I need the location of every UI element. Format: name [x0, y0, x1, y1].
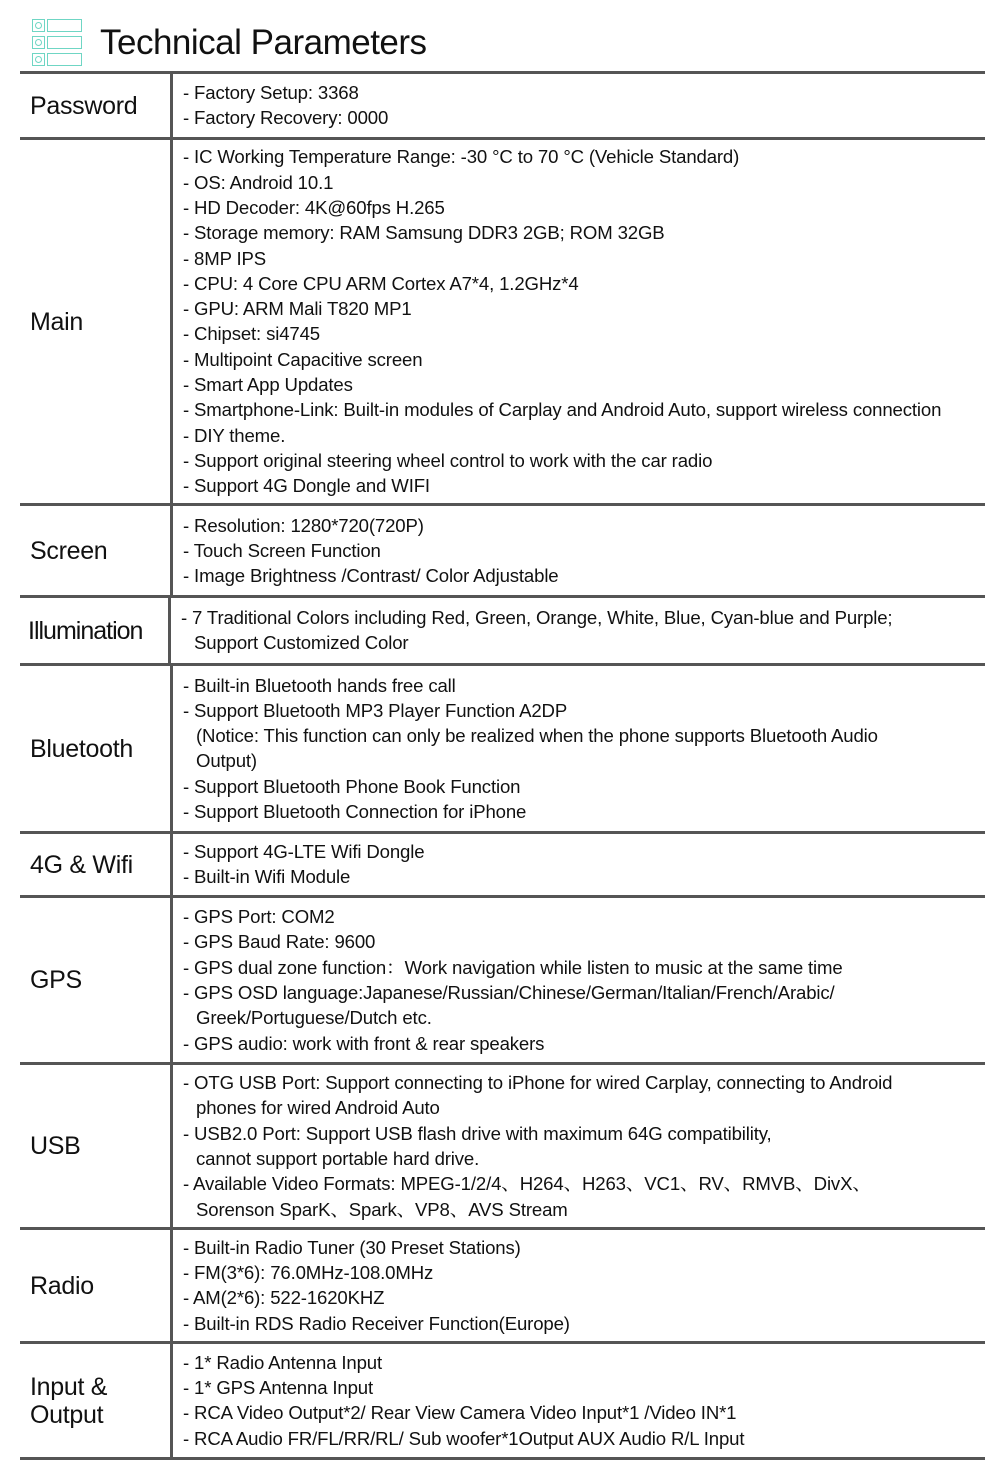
row-label: Input & Output	[20, 1344, 173, 1457]
spec-line: - FM(3*6): 76.0MHz-108.0MHz	[183, 1262, 434, 1284]
spec-line: - RCA Video Output*2/ Rear View Camera Video Input*1 /Video IN*1	[183, 1402, 737, 1424]
spec-line: - USB2.0 Port: Support USB flash drive with maximum 64G compatibility,	[183, 1122, 772, 1144]
table-row	[20, 74, 985, 140]
spec-line: - GPS audio: work with front & rear speakers	[183, 1032, 545, 1054]
row-values	[171, 598, 985, 663]
spec-line: - Resolution: 1280*720(720P)	[183, 514, 424, 536]
row-label: GPS	[20, 898, 173, 1062]
spec-line: - 7 Traditional Colors including Red, Green, Orange, White, Blue, Cyan-blue and Purple;	[181, 607, 893, 629]
spec-line: - Smart App Updates	[183, 374, 353, 396]
row-values	[173, 1344, 985, 1457]
spec-line: Output)	[196, 750, 257, 772]
spec-line: - Multipoint Capacitive screen	[183, 348, 423, 370]
row-label: Main	[20, 140, 173, 503]
spec-line: - Storage memory: RAM Samsung DDR3 2GB; ROM 32GB	[183, 222, 665, 244]
spec-line: - GPS Port: COM2	[183, 906, 335, 928]
row-values	[173, 140, 985, 503]
row-values	[173, 834, 985, 895]
spec-line: - 1* Radio Antenna Input	[183, 1351, 383, 1373]
row-label: 4G & Wifi	[20, 834, 173, 895]
page-header	[32, 18, 427, 68]
spec-line: - Support Bluetooth Connection for iPhone	[183, 801, 527, 823]
row-label: Illumination	[20, 598, 171, 663]
spec-line: phones for wired Android Auto	[196, 1097, 440, 1119]
spec-line: cannot support portable hard drive.	[196, 1147, 480, 1169]
row-label: Bluetooth	[20, 666, 173, 831]
spec-line: - Smartphone-Link: Built-in modules of Carplay and Android Auto, support wireless connection	[183, 399, 942, 421]
spec-line: - GPU: ARM Mali T820 MP1	[183, 298, 412, 320]
table-row	[20, 834, 985, 898]
spec-line: - Chipset: si4745	[183, 323, 320, 345]
spec-line: - Built-in Bluetooth hands free call	[183, 674, 456, 696]
parameters-table	[20, 71, 985, 1460]
spec-line: Greek/Portuguese/Dutch etc.	[196, 1007, 432, 1029]
spec-line: - Factory Setup: 3368	[183, 82, 359, 104]
table-row	[20, 898, 985, 1065]
spec-line: - Image Brightness /Contrast/ Color Adjustable	[183, 565, 559, 587]
table-row	[20, 598, 985, 666]
row-values	[173, 1065, 985, 1227]
row-values	[173, 666, 985, 831]
spec-line: - Support original steering wheel control to work with the car radio	[183, 449, 713, 471]
row-label: Radio	[20, 1230, 173, 1341]
spec-line: - CPU: 4 Core CPU ARM Cortex A7*4, 1.2GHz*4	[183, 272, 579, 294]
spec-line: - IC Working Temperature Range: -30 °C to 70 °C (Vehicle Standard)	[183, 146, 740, 168]
spec-line: - Support Bluetooth MP3 Player Function A2DP	[183, 699, 568, 721]
row-label: USB	[20, 1065, 173, 1227]
row-values	[173, 506, 985, 595]
table-row	[20, 666, 985, 834]
spec-line: - Support 4G Dongle and WIFI	[183, 475, 430, 497]
table-row	[20, 140, 985, 506]
spec-line: - Built-in Radio Tuner (30 Preset Stations)	[183, 1236, 521, 1258]
row-values	[173, 1230, 985, 1341]
spec-line: - GPS Baud Rate: 9600	[183, 931, 376, 953]
spec-line: - Touch Screen Function	[183, 539, 381, 561]
table-row	[20, 1230, 985, 1344]
row-label: Screen	[20, 506, 173, 595]
spec-line: - Support Bluetooth Phone Book Function	[183, 775, 521, 797]
table-row	[20, 1065, 985, 1230]
spec-line: - AM(2*6): 522-1620KHZ	[183, 1287, 385, 1309]
row-values	[173, 74, 985, 137]
spec-line: - 1* GPS Antenna Input	[183, 1377, 374, 1399]
spec-line: Support Customized Color	[194, 632, 409, 654]
spec-line: - OTG USB Port: Support connecting to iPhone for wired Carplay, connecting to Android	[183, 1072, 893, 1094]
spec-line: - GPS dual zone function：Work navigation while listen to music at the same time	[183, 956, 843, 978]
spec-line: - OS: Android 10.1	[183, 171, 334, 193]
spec-line: (Notice: This function can only be realized when the phone supports Bluetooth Audio	[196, 725, 878, 747]
row-label: Password	[20, 74, 173, 137]
row-values	[173, 898, 985, 1062]
spec-line: - Available Video Formats: MPEG-1/2/4、H264、H263、VC1、RV、RMVB、DivX、	[183, 1173, 871, 1195]
spec-line: - DIY theme.	[183, 424, 286, 446]
spec-line: - Built-in Wifi Module	[183, 866, 351, 888]
spec-line: - RCA Audio FR/FL/RR/RL/ Sub woofer*1Output AUX Audio R/L Input	[183, 1427, 745, 1449]
spec-line: - Factory Recovery: 0000	[183, 107, 389, 129]
spec-line: - Built-in RDS Radio Receiver Function(Europe)	[183, 1312, 570, 1334]
spec-line: - Support 4G-LTE Wifi Dongle	[183, 841, 425, 863]
table-row	[20, 1344, 985, 1460]
list-icon	[32, 19, 84, 67]
spec-line: - HD Decoder: 4K@60fps H.265	[183, 196, 445, 218]
table-row	[20, 506, 985, 598]
page-title: Technical Parameters	[100, 23, 427, 62]
spec-line: Sorenson SparK、Spark、VP8、AVS Stream	[196, 1198, 568, 1220]
spec-line: - 8MP IPS	[183, 247, 267, 269]
spec-line: - GPS OSD language:Japanese/Russian/Chinese/German/Italian/French/Arabic/	[183, 981, 835, 1003]
